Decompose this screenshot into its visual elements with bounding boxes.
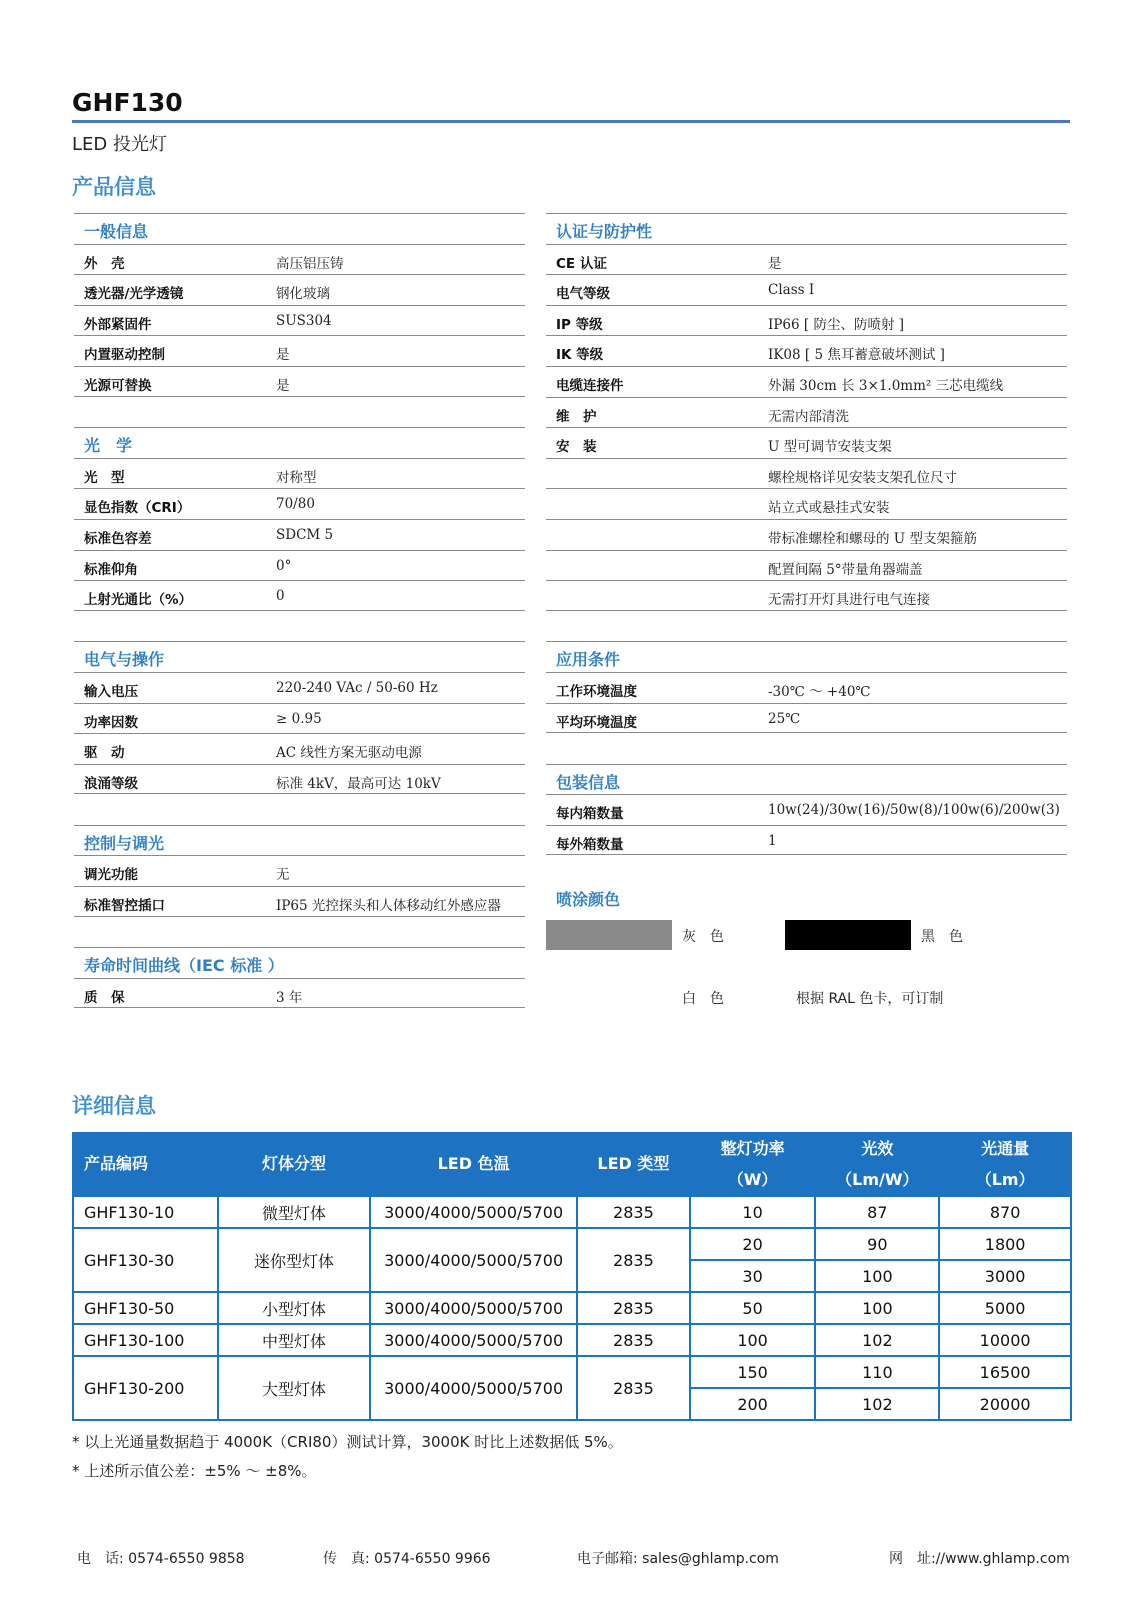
spec-column-left xyxy=(74,213,525,1008)
efficacy-cell: 102 xyxy=(815,1388,939,1420)
spec-row xyxy=(546,580,1067,611)
column-header-line: 产品编码 xyxy=(84,1154,149,1173)
spec-key: 安 装 xyxy=(556,439,597,456)
color-swatch-white xyxy=(546,981,672,1011)
led-type-cell: 2835 xyxy=(577,1292,690,1324)
flux-cell: 1800 xyxy=(939,1228,1071,1260)
spec-row xyxy=(546,305,1067,336)
column-header-line: 光通量 xyxy=(981,1138,1030,1158)
spec-value: 无需打开灯具进行电气连接 xyxy=(768,592,930,609)
body-type-cell: 大型灯体 xyxy=(218,1356,370,1420)
spec-value: 1 xyxy=(768,832,777,849)
table-row xyxy=(73,1228,1071,1260)
spacer-row xyxy=(546,733,1067,764)
spec-value: 无 xyxy=(276,867,290,884)
spec-key: 标准智控插口 xyxy=(84,898,165,915)
spec-row xyxy=(74,855,525,886)
group-header xyxy=(74,825,525,856)
spec-row xyxy=(546,519,1067,550)
spec-value: ≥ 0.95 xyxy=(276,710,322,727)
column-header-line: （W） xyxy=(727,1169,778,1189)
spec-value: 0 xyxy=(276,588,285,605)
footer-fax: 传 真: 0574-6550 9966 xyxy=(323,1551,491,1567)
spec-key: 维 护 xyxy=(556,408,597,425)
spacer-row xyxy=(74,917,525,948)
spec-value: 0° xyxy=(276,557,292,574)
spec-row xyxy=(74,703,525,734)
spec-key: 每内箱数量 xyxy=(556,806,624,823)
spacer-row xyxy=(74,611,525,642)
table-row xyxy=(73,1196,1071,1228)
spec-column-right xyxy=(546,213,1067,855)
spec-row xyxy=(74,244,525,275)
efficacy-cell: 90 xyxy=(815,1228,939,1260)
footer-email[interactable]: 电子邮箱: sales@ghlamp.com xyxy=(577,1551,779,1567)
spec-key: 驱 动 xyxy=(84,745,125,762)
cct-cell: 3000/4000/5000/5700 xyxy=(370,1324,577,1356)
spec-row xyxy=(546,794,1067,825)
spacer-row xyxy=(74,794,525,825)
column-header-line: 灯体分型 xyxy=(261,1154,326,1173)
group-title: 电气与操作 xyxy=(84,650,165,670)
spec-key: 光 型 xyxy=(84,469,125,486)
product-code-cell: GHF130-30 xyxy=(73,1228,218,1292)
spec-value: 是 xyxy=(768,255,782,272)
power-cell: 100 xyxy=(690,1324,816,1356)
spec-row xyxy=(74,886,525,917)
group-header xyxy=(74,641,525,672)
spec-row xyxy=(74,733,525,764)
spec-row xyxy=(74,550,525,581)
spec-row xyxy=(74,978,525,1009)
led-type-cell: 2835 xyxy=(577,1324,690,1356)
product-model: GHF130 xyxy=(72,88,183,117)
spec-value: IK08 [ 5 焦耳蓄意破坏测试 ] xyxy=(768,347,945,364)
column-header-line: 整灯功率 xyxy=(720,1138,785,1158)
footer-website[interactable]: 网 址://www.ghlamp.com xyxy=(889,1551,1070,1567)
spec-value: 站立式或悬挂式安装 xyxy=(768,500,890,517)
spec-value: IP65 光控探头和人体移动红外感应器 xyxy=(276,898,501,915)
spec-value: IP66 [ 防尘、防喷射 ] xyxy=(768,316,905,333)
power-cell: 20 xyxy=(690,1228,816,1260)
column-header xyxy=(815,1132,939,1196)
product-subtitle: LED 投光灯 xyxy=(72,134,167,155)
spec-key: 工作环境温度 xyxy=(556,683,637,700)
column-header-line: （Lm/W） xyxy=(836,1169,919,1189)
cct-cell: 3000/4000/5000/5700 xyxy=(370,1228,577,1292)
spec-row xyxy=(74,458,525,489)
spec-key: 透光器/光学透镜 xyxy=(84,286,184,303)
spec-value: 10w(24)/30w(16)/50w(8)/100w(6)/200w(3) xyxy=(768,802,1060,819)
product-code-cell: GHF130-200 xyxy=(73,1356,218,1420)
spec-row xyxy=(546,274,1067,305)
group-header xyxy=(74,947,525,978)
spec-key: 电气等级 xyxy=(556,286,610,303)
column-header-line: 光效 xyxy=(861,1138,894,1158)
detail-table-header-row xyxy=(73,1132,1071,1196)
spec-key: 外部紧固件 xyxy=(84,316,152,333)
spec-key: IP 等级 xyxy=(556,316,603,333)
body-type-cell: 中型灯体 xyxy=(218,1324,370,1356)
footnote-flux: * 以上光通量数据趋于 4000K（CRI80）测试计算，3000K 时比上述数据低 5%。 xyxy=(72,1433,623,1451)
title-rule xyxy=(72,120,1070,123)
color-swatch-black xyxy=(785,920,911,950)
spec-row xyxy=(546,244,1067,275)
spec-value: 220-240 VAc / 50-60 Hz xyxy=(276,679,438,696)
spec-value: 是 xyxy=(276,377,290,394)
color-section-title: 喷涂颜色 xyxy=(556,890,621,909)
spec-key: 显色指数（CRI） xyxy=(84,500,191,517)
power-cell: 150 xyxy=(690,1356,816,1388)
color-label-gray: 灰 色 xyxy=(682,929,724,945)
group-header xyxy=(74,213,525,244)
spec-value: 对称型 xyxy=(276,469,317,486)
spec-value: 高压铝压铸 xyxy=(276,255,344,272)
flux-cell: 10000 xyxy=(939,1324,1071,1356)
spec-row xyxy=(74,580,525,611)
table-row xyxy=(73,1292,1071,1324)
spec-key: CE 认证 xyxy=(556,255,607,272)
group-header xyxy=(546,641,1067,672)
spec-key: 功率因数 xyxy=(84,714,138,731)
spec-row xyxy=(546,335,1067,366)
spec-value: U 型可调节安装支架 xyxy=(768,439,892,456)
group-header xyxy=(74,427,525,458)
detail-table xyxy=(72,1132,1072,1421)
power-cell: 30 xyxy=(690,1260,816,1292)
color-customize-note: 根据 RAL 色卡，可订制 xyxy=(796,991,944,1007)
spec-value: SDCM 5 xyxy=(276,526,334,543)
power-cell: 10 xyxy=(690,1196,816,1228)
spec-key: 每外箱数量 xyxy=(556,836,624,853)
body-type-cell: 小型灯体 xyxy=(218,1292,370,1324)
spec-value: 3 年 xyxy=(276,989,303,1006)
spec-value: 25℃ xyxy=(768,710,801,727)
spec-key: IK 等级 xyxy=(556,347,604,364)
group-title: 控制与调光 xyxy=(84,833,165,853)
spec-key: 外 壳 xyxy=(84,255,125,272)
efficacy-cell: 100 xyxy=(815,1292,939,1324)
column-header xyxy=(939,1132,1071,1196)
spec-row xyxy=(74,305,525,336)
footer-phone: 电 话: 0574-6550 9858 xyxy=(77,1551,245,1567)
spec-value: Class Ⅰ xyxy=(768,282,815,299)
cct-cell: 3000/4000/5000/5700 xyxy=(370,1292,577,1324)
spec-key: 调光功能 xyxy=(84,867,138,884)
spacer-row xyxy=(546,611,1067,642)
flux-cell: 5000 xyxy=(939,1292,1071,1324)
spec-value: 钢化玻璃 xyxy=(276,286,330,303)
spec-row xyxy=(74,519,525,550)
spec-row xyxy=(546,427,1067,458)
flux-cell: 20000 xyxy=(939,1388,1071,1420)
table-row xyxy=(73,1356,1071,1388)
group-title: 光 学 xyxy=(84,436,133,456)
spec-value: 外漏 30cm 长 3×1.0mm² 三芯电缆线 xyxy=(768,377,1004,394)
cct-cell: 3000/4000/5000/5700 xyxy=(370,1196,577,1228)
group-header xyxy=(546,764,1067,795)
spec-value: 螺栓规格详见安装支架孔位尺寸 xyxy=(768,469,957,486)
spec-row xyxy=(74,366,525,397)
spec-value: SUS304 xyxy=(276,312,332,329)
group-header xyxy=(546,213,1067,244)
column-header-line: LED 色温 xyxy=(437,1154,510,1173)
spec-row xyxy=(74,672,525,703)
spec-row xyxy=(74,764,525,795)
spec-value: AC 线性方案无驱动电源 xyxy=(276,745,422,762)
spec-row xyxy=(546,366,1067,397)
group-title: 包装信息 xyxy=(556,772,621,792)
spec-value: -30℃ ～ +40℃ xyxy=(768,683,871,700)
spec-row xyxy=(546,458,1067,489)
spec-value: 带标准螺栓和螺母的 U 型支架箍筋 xyxy=(768,530,977,547)
spec-value: 无需内部清洗 xyxy=(768,408,849,425)
color-label-white: 白 色 xyxy=(682,991,724,1007)
spec-row xyxy=(546,550,1067,581)
led-type-cell: 2835 xyxy=(577,1196,690,1228)
product-code-cell: GHF130-50 xyxy=(73,1292,218,1324)
column-header xyxy=(73,1132,218,1196)
spec-value: 是 xyxy=(276,347,290,364)
efficacy-cell: 102 xyxy=(815,1324,939,1356)
spec-key: 质 保 xyxy=(84,989,125,1006)
spec-key: 输入电压 xyxy=(84,683,138,700)
cct-cell: 3000/4000/5000/5700 xyxy=(370,1356,577,1420)
spec-key: 电缆连接件 xyxy=(556,377,624,394)
spec-key: 内置驱动控制 xyxy=(84,347,165,364)
group-title: 应用条件 xyxy=(556,650,621,670)
spec-value: 标准 4kV，最高可达 10kV xyxy=(276,775,441,792)
group-title: 一般信息 xyxy=(84,222,149,241)
column-header-line: （Lm） xyxy=(975,1169,1035,1189)
flux-cell: 16500 xyxy=(939,1356,1071,1388)
group-title: 认证与防护性 xyxy=(556,222,653,241)
color-label-black: 黑 色 xyxy=(921,929,963,945)
spec-row xyxy=(74,335,525,366)
spec-value: 70/80 xyxy=(276,496,315,513)
spec-row xyxy=(546,672,1067,703)
spec-key: 标准色容差 xyxy=(84,530,152,547)
spec-key: 平均环境温度 xyxy=(556,714,637,731)
spec-row xyxy=(546,488,1067,519)
spec-row xyxy=(546,825,1067,856)
power-cell: 200 xyxy=(690,1388,816,1420)
footnote-tolerance: * 上述所示值公差：±5% ～ ±8%。 xyxy=(72,1462,317,1480)
spec-key: 光源可替换 xyxy=(84,377,152,394)
led-type-cell: 2835 xyxy=(577,1356,690,1420)
flux-cell: 870 xyxy=(939,1196,1071,1228)
section-title-product-info: 产品信息 xyxy=(72,175,156,199)
spec-row xyxy=(546,397,1067,428)
body-type-cell: 迷你型灯体 xyxy=(218,1228,370,1292)
spec-row xyxy=(74,488,525,519)
efficacy-cell: 87 xyxy=(815,1196,939,1228)
column-header xyxy=(218,1132,370,1196)
product-code-cell: GHF130-10 xyxy=(73,1196,218,1228)
flux-cell: 3000 xyxy=(939,1260,1071,1292)
color-swatch-gray xyxy=(546,920,672,950)
table-row xyxy=(73,1324,1071,1356)
efficacy-cell: 100 xyxy=(815,1260,939,1292)
section-title-details: 详细信息 xyxy=(72,1094,156,1118)
column-header xyxy=(577,1132,690,1196)
power-cell: 50 xyxy=(690,1292,816,1324)
product-code-cell: GHF130-100 xyxy=(73,1324,218,1356)
spacer-row xyxy=(74,397,525,428)
spec-key: 浪涌等级 xyxy=(84,775,138,792)
detail-table-body xyxy=(73,1196,1071,1420)
spec-key: 标准仰角 xyxy=(84,561,138,578)
spec-value: 配置间隔 5°带量角器端盖 xyxy=(768,561,923,578)
spec-key: 上射光通比（%） xyxy=(84,592,193,609)
led-type-cell: 2835 xyxy=(577,1228,690,1292)
group-title: 寿命时间曲线（IEC 标准 ） xyxy=(84,956,284,976)
body-type-cell: 微型灯体 xyxy=(218,1196,370,1228)
column-header-line: LED 类型 xyxy=(597,1154,670,1173)
column-header xyxy=(690,1132,816,1196)
spec-row xyxy=(74,274,525,305)
column-header xyxy=(370,1132,577,1196)
efficacy-cell: 110 xyxy=(815,1356,939,1388)
spec-row xyxy=(546,703,1067,734)
